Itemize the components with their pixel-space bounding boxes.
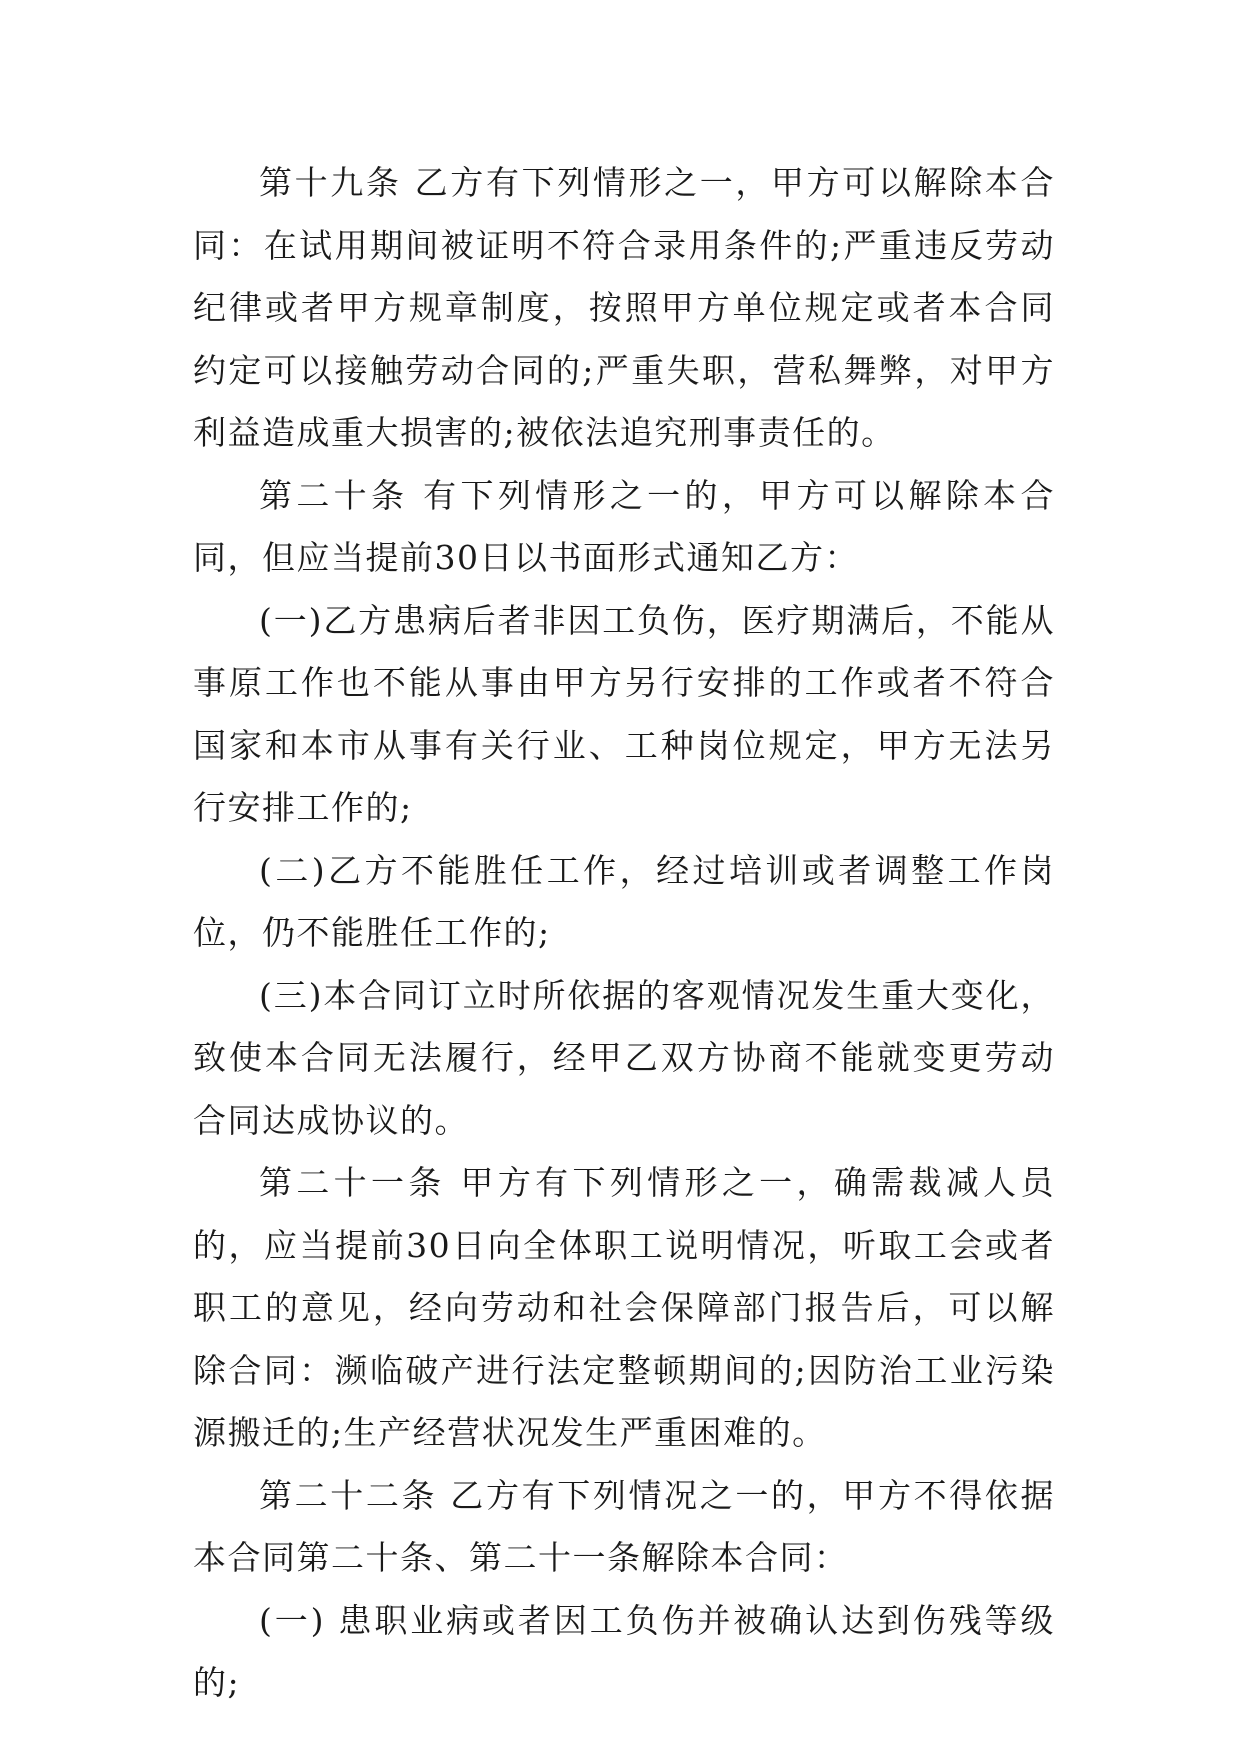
article-20-clause-1: (一)乙方患病后者非因工负伤，医疗期满后，不能从事原工作也不能从事由甲方另行安排的工作或者不符合国家和本市从事有关行业、工种岗位规定，甲方无法另行安排工作的;: [193, 600, 1055, 827]
document-body: [193, 152, 1055, 1715]
article-22-paragraph: 第二十二条 乙方有下列情况之一的，甲方不得依据本合同第二十条、第二十一条解除本合同：: [193, 1475, 1055, 1577]
article-20-clause-2: (二)乙方不能胜任工作，经过培训或者调整工作岗位，仍不能胜任工作的;: [193, 850, 1055, 952]
article-20-paragraph: 第二十条 有下列情形之一的，甲方可以解除本合同，但应当提前30日以书面形式通知乙方：: [193, 475, 1055, 577]
article-22-clause-1: (一) 患职业病或者因工负伤并被确认达到伤残等级的;: [193, 1600, 1055, 1702]
article-21-paragraph: 第二十一条 甲方有下列情形之一，确需裁减人员的，应当提前30日向全体职工说明情况，听取工会或者职工的意见，经向劳动和社会保障部门报告后，可以解除合同：濒临破产进行法定整顿期间的;因防治工业污染源搬迁的;生产经营状况发生严重困难的。: [193, 1163, 1055, 1452]
article-20-clause-3: (三)本合同订立时所依据的客观情况发生重大变化，致使本合同无法履行，经甲乙双方协商不能就变更劳动合同达成协议的。: [193, 975, 1055, 1140]
article-19-paragraph: 第十九条 乙方有下列情形之一，甲方可以解除本合同：在试用期间被证明不符合录用条件的;严重违反劳动纪律或者甲方规章制度，按照甲方单位规定或者本合同约定可以接触劳动合同的;严重失职，营私舞弊，对甲方利益造成重大损害的;被依法追究刑事责任的。: [193, 163, 1055, 452]
